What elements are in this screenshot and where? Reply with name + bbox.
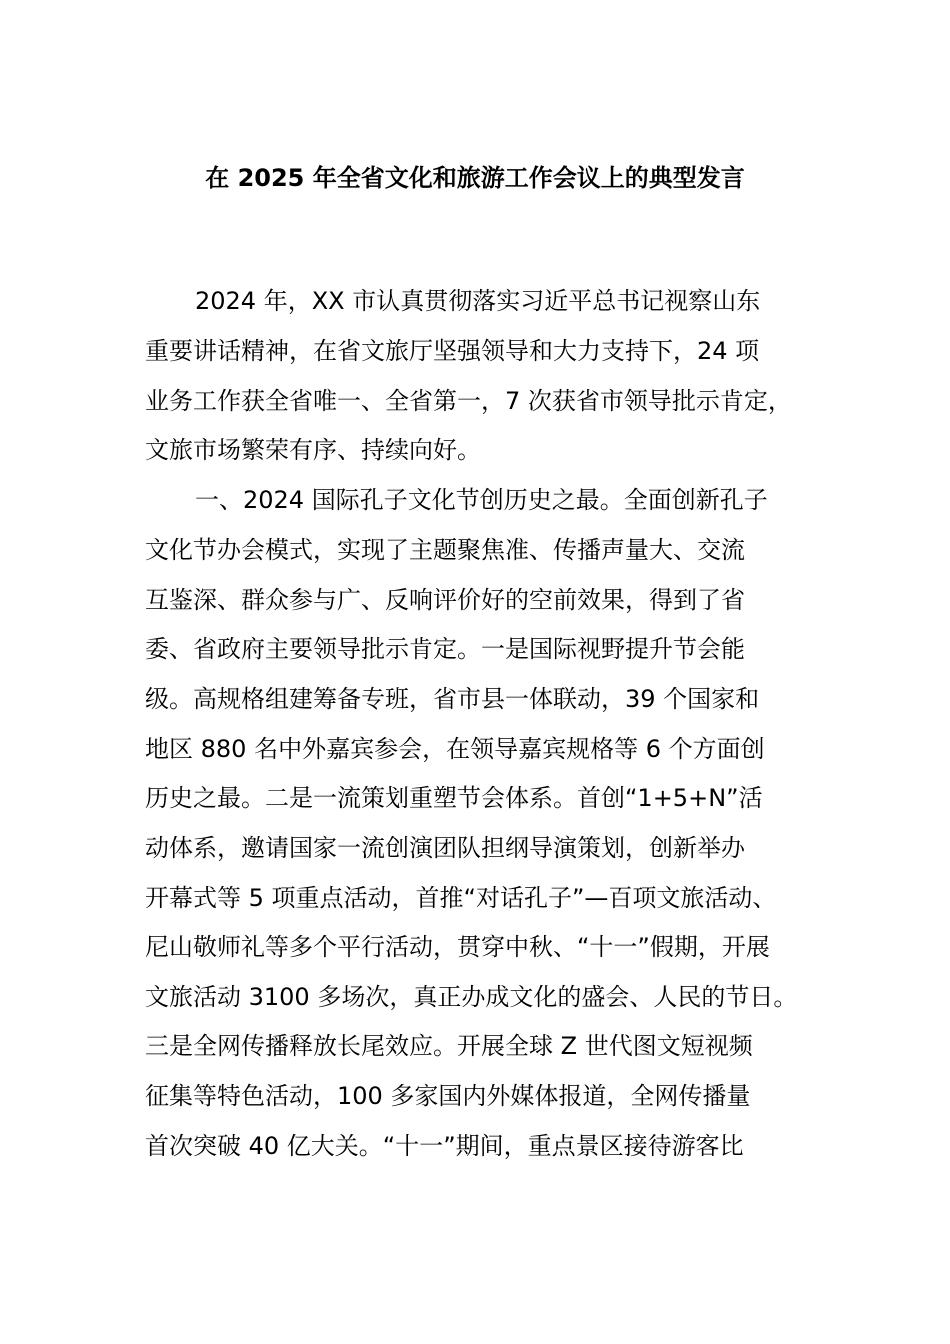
body-line: 重要讲话精神，在省文旅厅坚强领导和大力支持下，24 项 (145, 337, 760, 365)
body-line: 委、省政府主要领导批示肯定。一是国际视野提升节会能 (145, 635, 745, 663)
body-line: 互鉴深、群众参与广、反响评价好的空前效果，得到了省 (145, 586, 745, 614)
body-line: 文旅活动 3100 多场次，真正办成文化的盛会、人民的节日。 (145, 983, 798, 1011)
body-line: 征集等特色活动，100 多家国内外媒体报道，全网传播量 (145, 1082, 751, 1110)
body-line: 文旅市场繁荣有序、持续向好。 (145, 436, 481, 464)
body-line: 级。高规格组建筹备专班，省市县一体联动，39 个国家和 (145, 685, 760, 713)
body-line: 2024 年，XX 市认真贯彻落实习近平总书记视察山东 (195, 287, 761, 315)
body-line: 地区 880 名中外嘉宾参会，在领导嘉宾规格等 6 个方面创 (145, 735, 765, 763)
body-line: 开幕式等 5 项重点活动，首推“对话孔子”—百项文旅活动、 (145, 884, 777, 912)
body-line: 尼山敬师礼等多个平行活动，贯穿中秋、“十一”假期，开展 (145, 933, 770, 961)
body-line: 动体系，邀请国家一流创演团队担纲导演策划，创新举办 (145, 834, 745, 862)
document-title: 在 2025 年全省文化和旅游工作会议上的典型发言 (205, 164, 745, 192)
body-line: 首次突破 40 亿大关。“十一”期间，重点景区接待游客比 (145, 1132, 744, 1160)
body-line: 三是全网传播释放长尾效应。开展全球 Z 世代图文短视频 (145, 1032, 753, 1060)
body-line: 业务工作获全省唯一、全省第一，7 次获省市领导批示肯定， (145, 387, 792, 415)
body-line: 文化节办会模式，实现了主题聚焦准、传播声量大、交流 (145, 536, 745, 564)
body-line: 历史之最。二是一流策划重塑节会体系。首创“1+5+N”活 (145, 784, 763, 812)
body-line: 一、2024 国际孔子文化节创历史之最。全面创新孔子 (195, 486, 768, 514)
